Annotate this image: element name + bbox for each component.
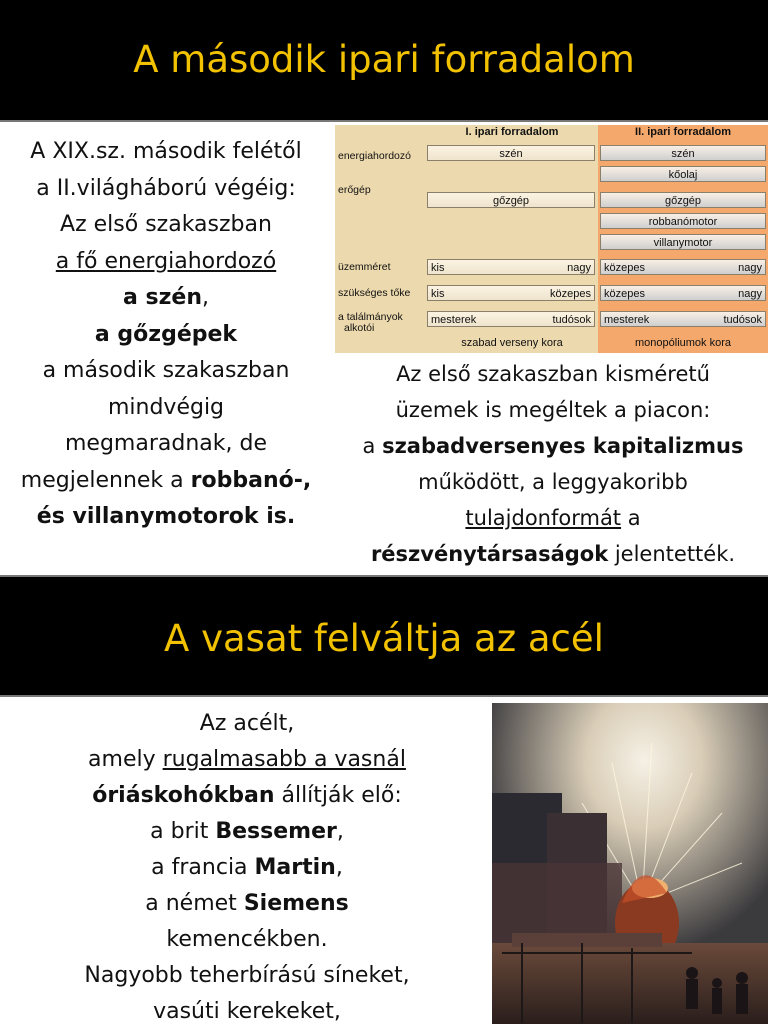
text-line <box>30 706 464 742</box>
bold-text: óriáskohókban <box>92 783 275 808</box>
underlined-text: rugalmasabb a vasnál <box>162 747 406 772</box>
col1-footer: szabad verseny kora <box>461 337 563 349</box>
bold-text: Martin <box>254 855 336 880</box>
text-run: a német <box>145 891 244 916</box>
row-label-energy: energiahordozó <box>338 150 411 162</box>
bold-text: Bessemer <box>215 819 337 844</box>
text-line <box>338 500 768 536</box>
text-line <box>30 922 464 958</box>
bold-text: Siemens <box>243 891 349 916</box>
text-run: Az első szakaszban kisméretű <box>396 362 710 386</box>
cell-col2-energy-1: szén <box>600 145 766 161</box>
cell-col2-capital-left: közepes <box>604 288 645 300</box>
underlined-text: a fő energiahordozó <box>55 248 277 274</box>
row-label-inventors-2: alkotói <box>344 322 375 334</box>
text-run: megjelennek a <box>20 467 191 493</box>
cell-col2-energy-2: kőolaj <box>600 166 766 182</box>
cell-col2-size-right: nagy <box>738 262 762 274</box>
text-run: Nagyobb teherbírású síneket, <box>84 963 410 988</box>
text-line <box>0 244 332 281</box>
row-label-inventors <box>338 312 403 334</box>
left-text-block <box>0 134 332 536</box>
text-line <box>0 426 332 463</box>
cell-col1-size-right: nagy <box>567 262 591 274</box>
text-run: amely <box>88 747 163 772</box>
cell-col2-engine-2: robbanómotor <box>600 213 766 229</box>
col1-header: I. ipari forradalom <box>465 126 559 138</box>
cell-col2-inv-left: mesterek <box>604 314 650 326</box>
text-line <box>30 778 464 814</box>
divider <box>0 695 768 697</box>
text-line <box>0 171 332 208</box>
cell-col1-inv-right: tudósok <box>552 314 591 326</box>
text-run: , <box>335 855 343 880</box>
text-run: Az acélt, <box>199 711 295 736</box>
industrial-revolution-table <box>335 125 768 353</box>
col2-header: II. ipari forradalom <box>635 126 731 138</box>
row-label-size: üzemméret <box>338 261 391 273</box>
text-line <box>30 742 464 778</box>
slide-title-2: A vasat felváltja az acél <box>0 577 768 695</box>
text-run: Az első szakaszban <box>60 212 272 237</box>
bold-text: részvénytársaságok <box>370 542 609 566</box>
text-run: vasúti kerekeket, <box>153 999 341 1024</box>
text-run: mindvégig <box>107 394 225 420</box>
bold-text: szabadversenyes kapitalizmus <box>382 434 744 458</box>
cell-col2-capital-right: nagy <box>738 288 762 300</box>
text-run: a második szakaszban <box>42 358 290 383</box>
text-run: a <box>621 506 641 530</box>
text-line <box>0 207 332 244</box>
cell-col1-capital <box>427 285 595 301</box>
cell-col1-inv-left: mesterek <box>431 314 477 326</box>
col2-footer: monopóliumok kora <box>635 337 731 349</box>
slide-title-1: A második ipari forradalom <box>0 0 768 120</box>
cell-col2-engine-3: villanymotor <box>600 234 766 250</box>
bold-text: robbanó-, <box>190 467 312 493</box>
divider <box>0 120 768 122</box>
text-line <box>30 814 464 850</box>
text-line <box>0 390 332 427</box>
text-line <box>30 994 464 1030</box>
text-run: jelentették. <box>608 542 736 566</box>
text-line <box>0 463 332 500</box>
bold-text: a szén <box>123 285 202 310</box>
text-line <box>30 850 464 886</box>
text-run: a brit <box>150 819 216 844</box>
cell-col2-inv-right: tudósok <box>723 314 762 326</box>
cell-col1-inventors <box>427 311 595 327</box>
text-line <box>30 958 464 994</box>
text-line <box>0 317 332 354</box>
text-run: a <box>362 434 383 458</box>
bold-text: a gőzgépek <box>94 321 238 347</box>
right-text-block <box>338 356 768 572</box>
text-line <box>338 428 768 464</box>
text-run: kemencékben. <box>166 927 328 952</box>
row-label-capital: szükséges tőke <box>338 287 411 299</box>
bold-text: és villanymotorok is. <box>36 504 296 529</box>
cell-col2-engine-1: gőzgép <box>600 192 766 208</box>
text-line <box>338 536 768 572</box>
text-run: üzemek is megéltek a piacon: <box>395 398 711 422</box>
cell-col1-capital-right: közepes <box>550 288 591 300</box>
steel-furnace-painting <box>492 703 768 1024</box>
text-line <box>338 356 768 392</box>
text-line <box>338 464 768 500</box>
underlined-text: tulajdonformát <box>465 506 622 530</box>
text-run: működött, a leggyakoribb <box>418 470 688 494</box>
cell-col1-capital-left: kis <box>431 288 445 300</box>
cell-col2-size-left: közepes <box>604 262 645 274</box>
text-run: a II.világháború végéig: <box>36 175 296 201</box>
cell-col1-energy: szén <box>427 145 595 161</box>
text-line <box>0 499 332 536</box>
text-run: állítják elő: <box>274 783 402 808</box>
row-label-engine: erőgép <box>338 184 371 196</box>
text-run: , <box>336 819 344 844</box>
cell-col1-size-left: kis <box>431 262 445 274</box>
steel-text-block <box>30 706 464 1030</box>
text-run: A XIX.sz. második felétől <box>30 139 302 164</box>
text-line <box>338 392 768 428</box>
text-run: a francia <box>151 855 255 880</box>
row-label-inventors-1: a találmányok <box>338 311 403 323</box>
text-run: , <box>202 285 209 310</box>
text-line <box>30 886 464 922</box>
text-line <box>0 134 332 171</box>
text-line <box>0 353 332 390</box>
cell-col1-size <box>427 259 595 275</box>
cell-col1-engine: gőzgép <box>427 192 595 208</box>
cell-col2-inventors <box>600 311 766 327</box>
text-run: megmaradnak, de <box>65 431 267 456</box>
cell-col2-capital <box>600 285 766 301</box>
text-line <box>0 280 332 317</box>
cell-col2-size <box>600 259 766 275</box>
